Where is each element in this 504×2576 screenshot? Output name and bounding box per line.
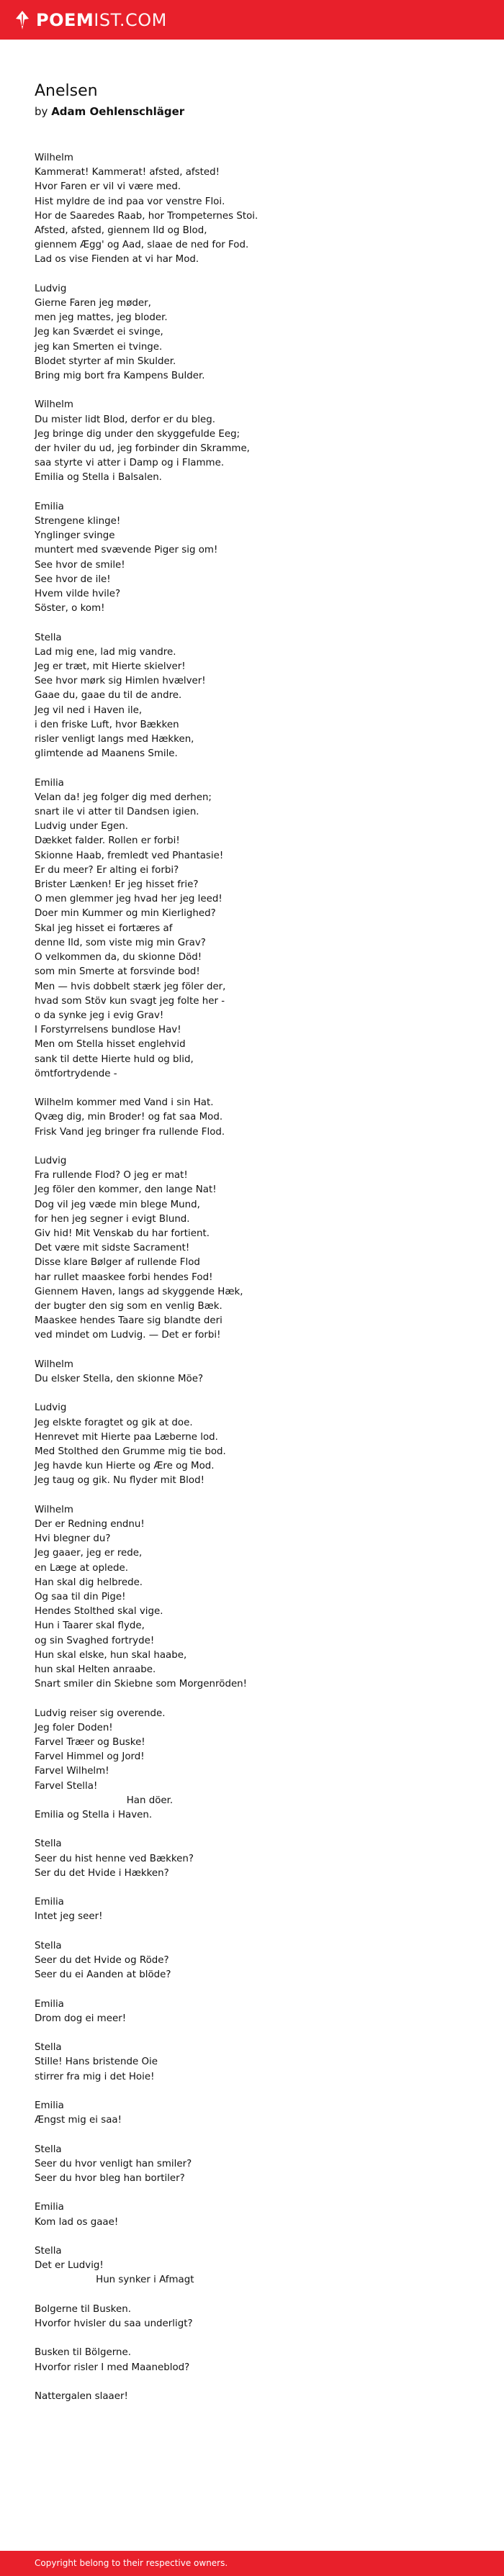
poem-line: Doer min Kummer og min Kierlighed? bbox=[35, 908, 216, 920]
poem-line: Ængst mig ei saa! bbox=[35, 2115, 122, 2126]
poem-line: Stille! Hans bristende Oie bbox=[35, 2056, 158, 2068]
poem-line: en Læge at oplede. bbox=[35, 1562, 128, 1574]
poem-line: Giennem Haven, langs ad skyggende Hæk, bbox=[35, 1286, 243, 1297]
poem-stanza bbox=[35, 2390, 481, 2404]
poem-line: Stella bbox=[35, 632, 62, 643]
poemist-quill-logo-icon bbox=[14, 10, 30, 30]
poem-line: der hviler du ud, jeg forbinder din Skramme, bbox=[35, 443, 250, 455]
poem-line: Hun i Taarer skal flyde, bbox=[35, 1620, 145, 1632]
poem-line: og sin Svaghed fortryde! bbox=[35, 1635, 155, 1646]
poem-line: Der er Redning endnu! bbox=[35, 1518, 145, 1530]
poem-line: Ludvig bbox=[35, 1155, 67, 1166]
poem-stanza bbox=[35, 631, 481, 762]
poem-line: Disse klare Bølger af rullende Flod bbox=[35, 1257, 200, 1269]
poem-line: Emilia bbox=[35, 1998, 64, 2010]
poem-line: Seer du det Hvide og Röde? bbox=[35, 1954, 169, 1966]
poem-line: Jeg foler Doden! bbox=[35, 1722, 113, 1733]
poem-stanza bbox=[35, 1939, 481, 1983]
poem-line: Og saa til din Pige! bbox=[35, 1591, 126, 1602]
poem-line: Ludvig under Egen. bbox=[35, 821, 129, 833]
poem-line: Brister Lænken! Er jeg hisset frie? bbox=[35, 879, 199, 891]
poem-line: Stella bbox=[35, 1838, 62, 1850]
poem-line: Hvem vilde hvile? bbox=[35, 589, 121, 600]
poem-line: Men — hvis dobbelt stærk jeg föler der, bbox=[35, 981, 226, 992]
poem-line: Hvorfor risler I med Maaneblod? bbox=[35, 2362, 190, 2373]
poem-line: Kom lad os gaae! bbox=[35, 2216, 119, 2228]
poem-stanza bbox=[35, 398, 481, 485]
poem-line: Det være mit sidste Sacrament! bbox=[35, 1243, 190, 1254]
poem-line: Bolgerne til Busken. bbox=[35, 2303, 131, 2315]
poem-line: Seer du hvor venligt han smiler? bbox=[35, 2158, 192, 2169]
poem-line: Jeg taug og gik. Nu flyder mit Blod! bbox=[35, 1475, 204, 1487]
poem-stanza bbox=[35, 1154, 481, 1343]
poem-line: Hendes Stolthed skal vige. bbox=[35, 1606, 163, 1618]
poem-line: Strengene klinge! bbox=[35, 516, 121, 527]
poem-line: O men glemmer jeg hvad her jeg leed! bbox=[35, 894, 222, 905]
poem-line: Emilia og Stella i Haven. bbox=[35, 1809, 153, 1820]
poem-line: Lad os vise Fienden at vi har Mod. bbox=[35, 254, 199, 266]
poem-line: Hun skal elske, hun skal haabe, bbox=[35, 1649, 187, 1661]
poem-line: Intet jeg seer! bbox=[35, 1911, 103, 1923]
poem-line: Emilia og Stella i Balsalen. bbox=[35, 472, 162, 484]
poem-line: O velkommen da, du skionne Död! bbox=[35, 952, 202, 963]
poem-line: Wilhelm bbox=[35, 399, 73, 411]
poem-author[interactable]: Adam Oehlenschläger bbox=[51, 105, 185, 118]
poem-line: Jeg föler den kommer, den lange Nat! bbox=[35, 1184, 217, 1196]
poem-line: Wilhelm bbox=[35, 1359, 73, 1370]
poem-stanza bbox=[35, 1837, 481, 1881]
poem-line: Du mister lidt Blod, derfor er du bleg. bbox=[35, 414, 215, 425]
poem-line: Jeg er træt, mit Hierte skielver! bbox=[35, 661, 186, 673]
poem-line: Dækket falder. Rollen er forbi! bbox=[35, 835, 180, 847]
poem-line: Han skal dig helbrede. bbox=[35, 1577, 143, 1588]
poem-line: See hvor de ile! bbox=[35, 573, 111, 585]
poem-line: Jeg elskte foragtet og gik at doe. bbox=[35, 1417, 193, 1428]
poem-body bbox=[35, 151, 481, 2404]
site-footer bbox=[0, 2551, 504, 2576]
poem-line: Stella bbox=[35, 2042, 62, 2054]
poem-line: Maaskee hendes Taare sig blandte deri bbox=[35, 1315, 222, 1327]
poem-line: sank til dette Hierte huld og blid, bbox=[35, 1053, 194, 1065]
poem-line: Emilia bbox=[35, 1897, 64, 1908]
poem-line: Snart smiler din Skiebne som Morgenröden! bbox=[35, 1679, 248, 1690]
poem-line: Hor de Saaredes Raab, hor Trompeternes Stoi. bbox=[35, 210, 258, 222]
logo-wordmark-light: IST.COM bbox=[94, 10, 167, 30]
poem-line: ved mindet om Ludvig. — Det er forbi! bbox=[35, 1330, 221, 1341]
poem-line: Kammerat! Kammerat! afsted, afsted! bbox=[35, 167, 220, 178]
poem-line: Gaae du, gaae du til de andre. bbox=[35, 690, 182, 702]
poem-stanza bbox=[35, 2041, 481, 2085]
poem-line: muntert med svævende Piger sig om! bbox=[35, 545, 218, 556]
poem-stanza bbox=[35, 2244, 481, 2288]
poem-line: Er du meer? Er alting ei forbi? bbox=[35, 864, 179, 876]
poem-line: Henrevet mit Hierte paa Læberne lod. bbox=[35, 1431, 218, 1443]
poem-stanza bbox=[35, 1096, 481, 1140]
poem-line: Farvel Stella! bbox=[35, 1780, 98, 1792]
poem-line: Afsted, afsted, giennem Ild og Blod, bbox=[35, 225, 207, 237]
byline-prefix: by bbox=[35, 105, 48, 118]
poem-line: Fra rullende Flod? O jeg er mat! bbox=[35, 1170, 188, 1182]
poem-line: som min Smerte at forsvinde bod! bbox=[35, 966, 200, 978]
poem-line: Jeg vil ned i Haven ile, bbox=[35, 704, 143, 716]
poem-stanza bbox=[35, 1358, 481, 1387]
poem-line: Hvor Faren er vil vi være med. bbox=[35, 181, 181, 193]
poem-line: Velan da! jeg folger dig med derhen; bbox=[35, 792, 212, 803]
poem-line: i den friske Luft, hvor Bækken bbox=[35, 719, 179, 730]
poem-line: Ludvig bbox=[35, 283, 67, 294]
poem-line: giennem Ægg' og Aad, slaae de ned for Fod. bbox=[35, 240, 249, 251]
poem-line: See hvor mørk sig Himlen hvælver! bbox=[35, 676, 206, 687]
poem-line: Jeg gaaer, jeg er rede, bbox=[35, 1548, 143, 1559]
poem-line: hun skal Helten anraabe. bbox=[35, 1664, 156, 1675]
logo-wordmark bbox=[36, 10, 167, 30]
poem-stanza bbox=[35, 2200, 481, 2229]
poem-line: Seer du hist henne ved Bækken? bbox=[35, 1853, 194, 1864]
poem-line: Wilhelm kommer med Vand i sin Hat. bbox=[35, 1097, 214, 1109]
poem-line: Söster, o kom! bbox=[35, 603, 105, 614]
poem-line: Hvorfor hvisler du saa underligt? bbox=[35, 2318, 193, 2329]
poem-stanza bbox=[35, 1997, 481, 2026]
poem-line: I Forstyrrelsens bundlose Hav! bbox=[35, 1025, 181, 1036]
poem-stanza bbox=[35, 2303, 481, 2331]
poem-line: Hun synker i Afmagt bbox=[35, 2275, 194, 2286]
poem-line: Busken til Bölgerne. bbox=[35, 2347, 131, 2359]
poem-line: har rullet maaskee forbi hendes Fod! bbox=[35, 1271, 213, 1283]
poem-line: Ynglinger svinge bbox=[35, 530, 115, 542]
site-header bbox=[0, 0, 504, 40]
poem-line: Stella bbox=[35, 1940, 62, 1951]
poem-line: Skionne Haab, fremledt ved Phantasie! bbox=[35, 850, 224, 861]
poem-line: Du elsker Stella, den skionne Möe? bbox=[35, 1373, 204, 1384]
poem-line: Men om Stella hisset englehvid bbox=[35, 1039, 186, 1051]
poem-line: Wilhelm bbox=[35, 1504, 73, 1515]
poem-line: Wilhelm bbox=[35, 153, 73, 163]
poem-line: Stella bbox=[35, 2144, 62, 2155]
poem-line: Frisk Vand jeg bringer fra rullende Flod. bbox=[35, 1126, 225, 1138]
poem-stanza bbox=[35, 1401, 481, 1488]
poem-line: Skal jeg hisset ei fortæres af bbox=[35, 922, 173, 934]
poem-line: Ludvig bbox=[35, 1402, 67, 1414]
poem-line: for hen jeg segner i evigt Blund. bbox=[35, 1213, 190, 1225]
footer-copyright: Copyright belong to their respective owners. bbox=[35, 2558, 228, 2568]
poem-line: Drom dog ei meer! bbox=[35, 2013, 127, 2024]
poem-line: snart ile vi atter til Dandsen igien. bbox=[35, 807, 199, 818]
site-logo[interactable] bbox=[14, 9, 167, 32]
poem-stanza bbox=[35, 2099, 481, 2128]
poem-line: men jeg mattes, jeg bloder. bbox=[35, 312, 168, 324]
poem-line: Giv hid! Mit Venskab du har fortient. bbox=[35, 1228, 210, 1239]
poem-line: Han döer. bbox=[35, 1795, 174, 1806]
poem-line: der bugter den sig som en venlig Bæk. bbox=[35, 1300, 222, 1312]
poem-line: Bring mig bort fra Kampens Bulder. bbox=[35, 371, 205, 382]
poem-stanza bbox=[35, 282, 481, 384]
poem-line: Ludvig reiser sig overende. bbox=[35, 1707, 166, 1719]
poem-stanza bbox=[35, 2346, 481, 2375]
poem-stanza bbox=[35, 1707, 481, 1823]
poem-line: Farvel Wilhelm! bbox=[35, 1766, 109, 1777]
poem-line: Farvel Himmel og Jord! bbox=[35, 1751, 145, 1763]
poem-line: denne Ild, som viste mig min Grav? bbox=[35, 937, 206, 948]
poem-byline bbox=[35, 104, 481, 119]
poem-line: Med Stolthed den Grumme mig tie bod. bbox=[35, 1446, 226, 1457]
poem-line: Seer du hvor bleg han bortiler? bbox=[35, 2172, 185, 2184]
poem-line: ömtfortrydende - bbox=[35, 1068, 117, 1079]
poem-line: saa styrte vi atter i Damp og i Flamme. bbox=[35, 458, 225, 469]
poem-stanza bbox=[35, 2143, 481, 2187]
poem-line: Jeg havde kun Hierte og Ære og Mod. bbox=[35, 1461, 215, 1472]
poem-line: glimtende ad Maanens Smile. bbox=[35, 748, 178, 760]
poem-article bbox=[35, 81, 481, 2418]
poem-line: Ser du det Hvide i Hækken? bbox=[35, 1867, 169, 1879]
poem-line: jeg kan Smerten ei tvinge. bbox=[35, 341, 163, 353]
poem-line: Dog vil jeg væde min blege Mund, bbox=[35, 1199, 200, 1210]
poem-line: Blodet styrter af min Skulder. bbox=[35, 355, 176, 367]
poem-line: risler venligt langs med Hækken, bbox=[35, 734, 194, 745]
poem-stanza bbox=[35, 151, 481, 268]
poem-line: hvad som Stöv kun svagt jeg folte her - bbox=[35, 995, 225, 1007]
poem-line: Seer du ei Aanden at blöde? bbox=[35, 1969, 171, 1981]
poem-line: Lad mig ene, lad mig vandre. bbox=[35, 646, 176, 658]
poem-stanza bbox=[35, 1503, 481, 1692]
poem-line: Stella bbox=[35, 2245, 62, 2257]
poem-line: stirrer fra mig i det Hoie! bbox=[35, 2071, 155, 2082]
poem-line: See hvor de smile! bbox=[35, 559, 125, 571]
poem-line: Jeg kan Sværdet ei svinge, bbox=[35, 327, 163, 338]
poem-line: Det er Ludvig! bbox=[35, 2260, 104, 2272]
poem-line: o da synke jeg i evig Grav! bbox=[35, 1010, 164, 1021]
poem-stanza bbox=[35, 500, 481, 617]
poem-line: Hvi blegner du? bbox=[35, 1533, 111, 1545]
logo-wordmark-bold: POEM bbox=[36, 10, 94, 30]
poem-line: Hist myldre de ind paa vor venstre Floi. bbox=[35, 196, 225, 207]
poem-title: Anelsen bbox=[35, 82, 98, 100]
poem-line: Jeg bringe dig under den skyggefulde Eeg; bbox=[35, 428, 240, 440]
poem-line: Emilia bbox=[35, 2202, 64, 2213]
poem-line: Nattergalen slaaer! bbox=[35, 2390, 128, 2402]
poem-stanza bbox=[35, 776, 481, 1081]
poem-line: Emilia bbox=[35, 777, 64, 789]
poem-line: Gierne Faren jeg møder, bbox=[35, 298, 151, 309]
poem-line: Qvæg dig, min Broder! og fat saa Mod. bbox=[35, 1112, 223, 1123]
poem-line: Emilia bbox=[35, 501, 64, 512]
poem-line: Farvel Træer og Buske! bbox=[35, 1736, 145, 1748]
poem-line: Emilia bbox=[35, 2100, 64, 2111]
poem-stanza bbox=[35, 1895, 481, 1924]
